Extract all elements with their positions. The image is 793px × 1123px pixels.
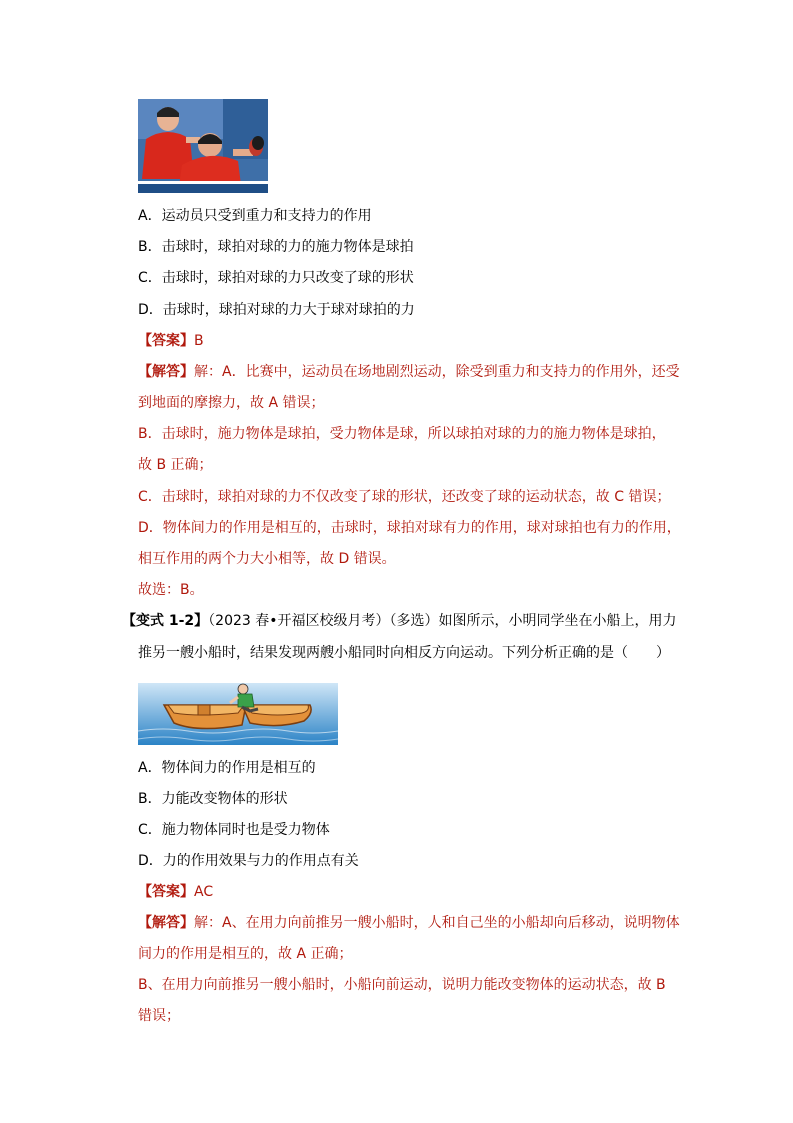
- q2-answer-label: 【答案】: [138, 884, 194, 900]
- option-c: C．击球时，球拍对球的力只改变了球的形状: [138, 270, 414, 286]
- analysis-line-6: D．物体间力的作用是相互的，击球时，球拍对球有力的作用，球对球拍也有力的作用，: [138, 520, 681, 536]
- analysis-line-5: C．击球时，球拍对球的力不仅改变了球的形状，还改变了球的运动状态，故 C 错误；: [138, 489, 671, 505]
- q2-option-b: B．力能改变物体的形状: [138, 791, 288, 807]
- analysis-line-2: 到地面的摩擦力，故 A 错误；: [138, 395, 325, 411]
- q2-analysis-line-3: B、在用力向前推另一艘小船时，小船向前运动，说明力能改变物体的运动状态，故 B: [138, 977, 666, 993]
- question-tag: 【变式 1-2】: [122, 613, 209, 629]
- option-d: D．击球时，球拍对球的力大于球对球拍的力: [138, 302, 415, 318]
- q2-option-c: C．施力物体同时也是受力物体: [138, 822, 330, 838]
- q2-analysis-label: 【解答】: [138, 915, 194, 931]
- q2-option-a: A．物体间力的作用是相互的: [138, 760, 316, 776]
- analysis-line-1: [138, 362, 680, 382]
- question-2-stem: [122, 611, 677, 631]
- analysis-label: 【解答】: [138, 364, 194, 380]
- option-b: B．击球时，球拍对球的力的施力物体是球拍: [138, 239, 414, 255]
- option-a: A．运动员只受到重力和支持力的作用: [138, 208, 372, 224]
- q2-option-d: D．力的作用效果与力的作用点有关: [138, 853, 359, 869]
- question-stem-line-1: （2023 春•开福区校级月考）（多选）如图所示，小明同学坐在小船上，用力: [208, 613, 677, 629]
- table-tennis-photo: [138, 99, 268, 193]
- q2-answer-line: [138, 882, 213, 902]
- analysis-line-7: 相互作用的两个力大小相等，故 D 错误。: [138, 551, 396, 567]
- q2-answer-value: AC: [194, 884, 214, 900]
- answer-label: 【答案】: [138, 333, 194, 349]
- analysis-line-4: 故 B 正确；: [138, 457, 213, 473]
- answer-line: [138, 331, 204, 351]
- boats-illustration: [138, 683, 338, 745]
- analysis-line-3: B．击球时，施力物体是球拍，受力物体是球，所以球拍对球的力的施力物体是球拍，: [138, 426, 666, 442]
- question-stem-line-2: 推另一艘小船时，结果发现两艘小船同时向相反方向运动。下列分析正确的是（ ）: [138, 645, 670, 661]
- answer-value: B: [194, 333, 204, 349]
- q2-analysis-text: 解：A、在用力向前推另一艘小船时，人和自己坐的小船却向后移动，说明物体: [194, 915, 680, 931]
- analysis-text: 解：A．比赛中，运动员在场地剧烈运动，除受到重力和支持力的作用外，还受: [194, 364, 680, 380]
- analysis-line-8: 故选：B。: [138, 582, 204, 598]
- q2-analysis-line-1: [138, 913, 680, 933]
- q2-analysis-line-2: 间力的作用是相互的，故 A 正确；: [138, 946, 353, 962]
- q2-analysis-line-4: 错误；: [138, 1008, 180, 1024]
